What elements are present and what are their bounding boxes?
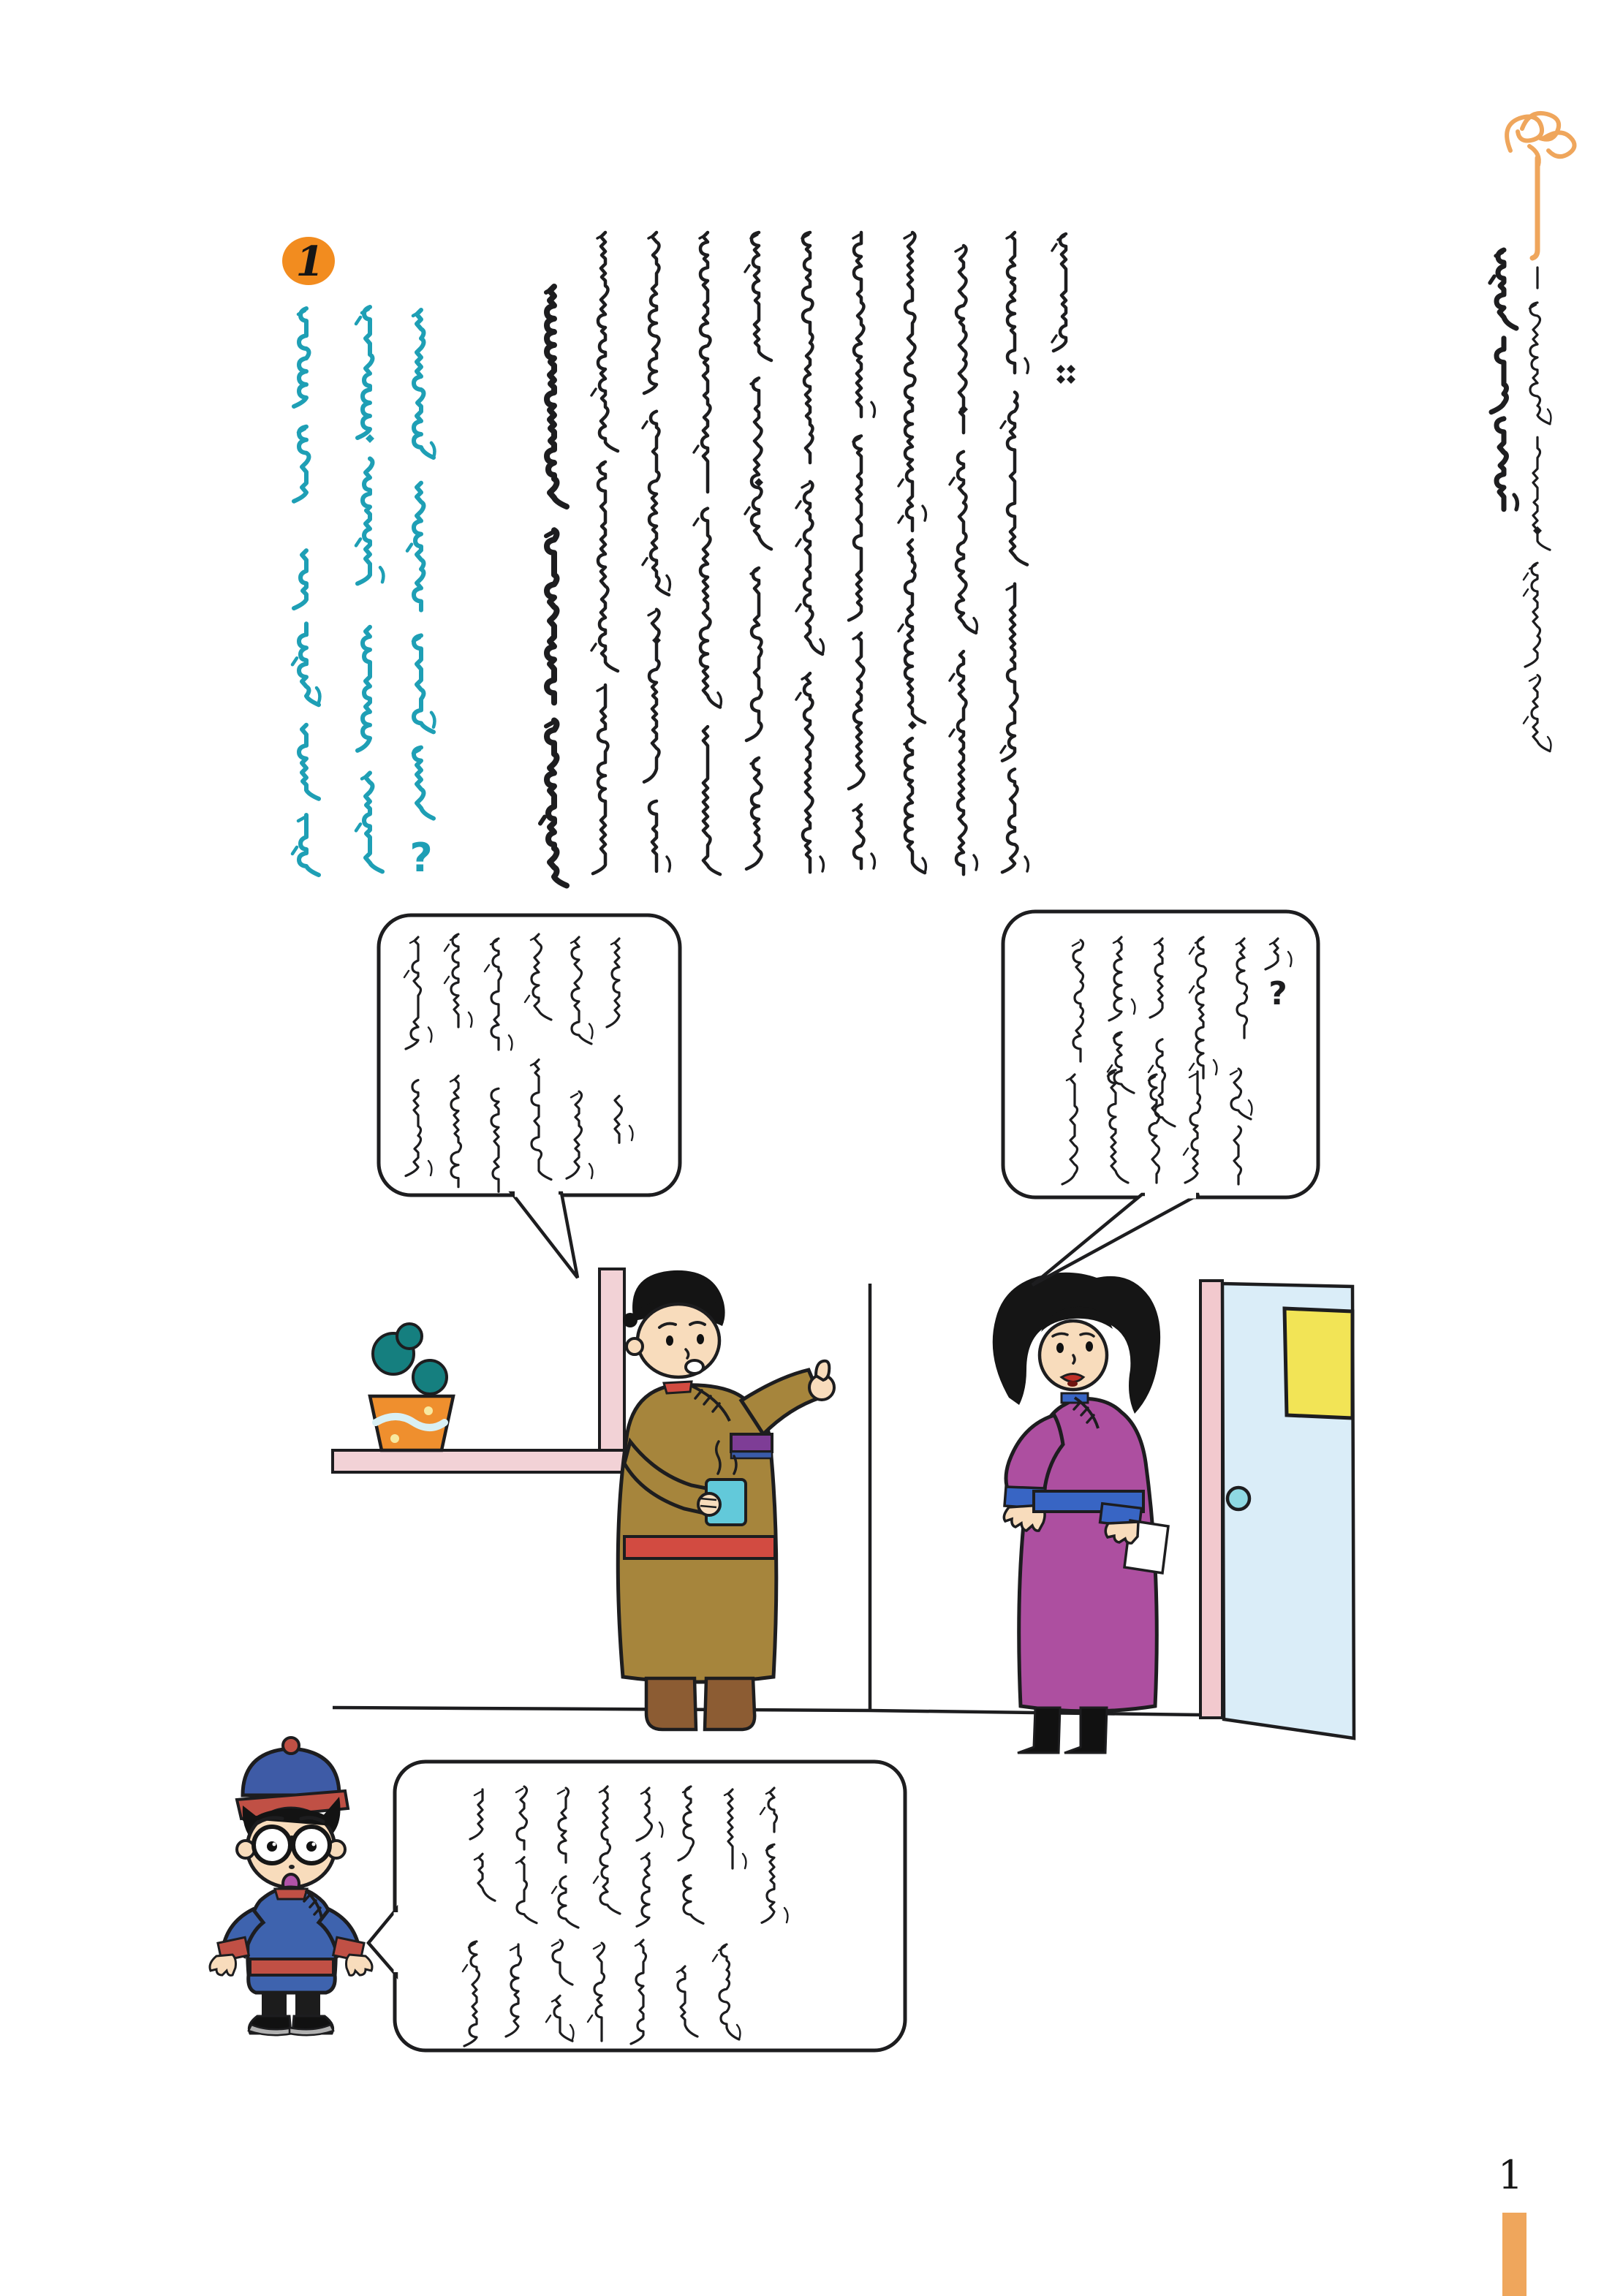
man-eye xyxy=(666,1335,673,1346)
door-window xyxy=(1285,1308,1352,1418)
bubble-tail xyxy=(512,1193,578,1278)
script-strokes xyxy=(294,307,434,875)
man-hair xyxy=(623,1313,638,1327)
wall-post xyxy=(599,1269,624,1453)
man-pocket xyxy=(731,1434,772,1452)
bubble-question-mark: ? xyxy=(1268,975,1287,1012)
page-number: 1 xyxy=(1497,2152,1524,2198)
boy-eye-gleam xyxy=(312,1843,316,1846)
boy-hand xyxy=(210,1955,236,1975)
pot-dot xyxy=(424,1406,433,1415)
man-collar xyxy=(664,1382,692,1393)
boy-eye xyxy=(267,1841,277,1852)
door-knob xyxy=(1227,1488,1249,1509)
question-mark: ? xyxy=(409,835,433,881)
header-rule xyxy=(1532,158,1537,258)
boy-belt xyxy=(250,1959,333,1975)
potted-plant xyxy=(370,1324,453,1450)
man-robe xyxy=(618,1385,776,1682)
script-strokes xyxy=(547,287,567,886)
man-pocket-stripe xyxy=(731,1452,772,1458)
boy-deel xyxy=(248,1887,336,1993)
question-script xyxy=(292,307,434,875)
flourish-icon xyxy=(1507,113,1574,165)
woman-eye xyxy=(1086,1341,1093,1352)
man-boot xyxy=(646,1678,696,1729)
speech-bubble-boy xyxy=(368,1762,905,2050)
shelf xyxy=(333,1450,625,1472)
script-strokes xyxy=(1491,250,1516,509)
door-jamb xyxy=(1200,1281,1222,1718)
speech-bubble-woman xyxy=(1003,912,1318,1285)
woman-character xyxy=(993,1273,1168,1753)
lesson-title-script xyxy=(540,287,567,886)
man-mouth xyxy=(686,1360,703,1374)
bubble-tail xyxy=(1032,1194,1199,1285)
unit-subtitle-script xyxy=(1524,268,1551,751)
man-character xyxy=(618,1270,834,1729)
boy-nose xyxy=(289,1865,295,1869)
boy-eye-gleam xyxy=(273,1843,276,1846)
unit-title-script xyxy=(1490,250,1517,509)
boy-hat-knob xyxy=(283,1738,299,1754)
script-strokes xyxy=(593,232,1066,874)
lesson-body-script xyxy=(591,232,1075,874)
man-eye xyxy=(697,1334,704,1344)
lesson-badge xyxy=(282,237,335,286)
illustration-scene xyxy=(333,912,1354,1753)
pot-dot xyxy=(390,1434,399,1443)
plant-icon xyxy=(397,1324,422,1349)
script-strokes xyxy=(1525,268,1550,751)
speech-bubble-man xyxy=(379,915,680,1278)
glasses-bridge xyxy=(290,1838,295,1840)
door xyxy=(1200,1281,1354,1738)
woman-nose xyxy=(1073,1355,1075,1363)
boy-hat xyxy=(243,1748,339,1795)
badge-number: 1 xyxy=(295,238,325,286)
man-belt xyxy=(624,1537,775,1558)
boy-collar xyxy=(275,1889,307,1899)
man-ear xyxy=(627,1338,643,1355)
plant-icon xyxy=(413,1360,447,1394)
man-boot xyxy=(705,1678,754,1729)
man-face xyxy=(638,1304,719,1377)
script-strokes xyxy=(591,235,1064,873)
boy-eye xyxy=(306,1841,317,1852)
bubble-body xyxy=(379,915,680,1195)
boy-mascot xyxy=(210,1738,372,2035)
man-hand xyxy=(698,1493,720,1515)
woman-boot xyxy=(1018,1708,1060,1753)
woman-eye xyxy=(1056,1343,1064,1353)
woman-mouth xyxy=(1067,1381,1078,1387)
footer-accent-bar xyxy=(1502,2213,1526,2296)
man-thumb-up xyxy=(816,1361,829,1380)
header-ornament xyxy=(1490,113,1575,751)
script-strokes xyxy=(366,434,374,443)
boy-hand xyxy=(347,1955,373,1975)
